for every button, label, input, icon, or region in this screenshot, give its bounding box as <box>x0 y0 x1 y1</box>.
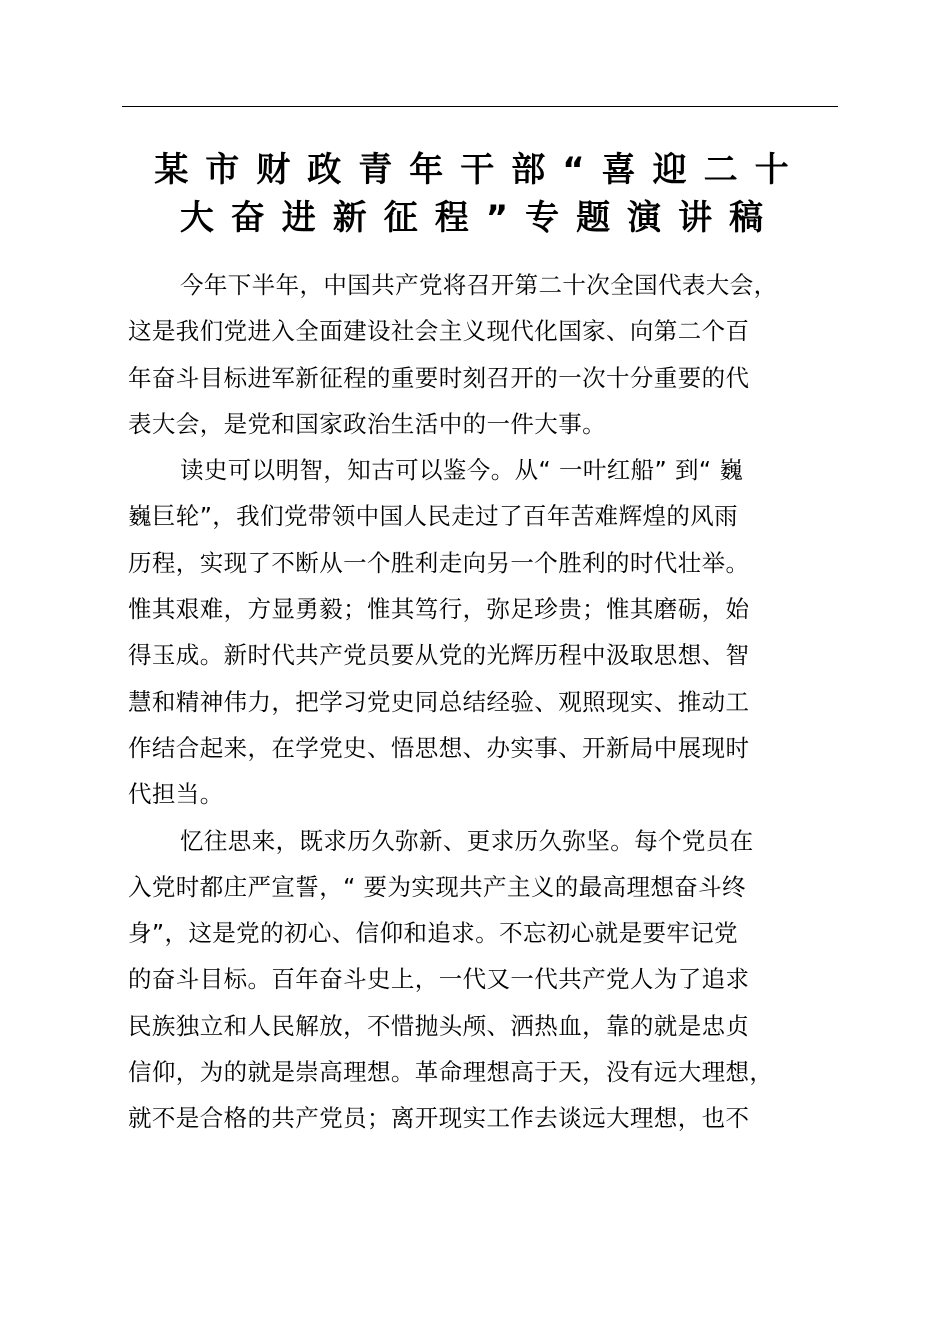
paragraph-line: 慧和精神伟力，把学习党史同总结经验、观照现实、推动工 <box>128 687 750 716</box>
paragraph-line: 身”，这是党的初心、信仰和追求。不忘初心就是要牢记党 <box>128 919 739 948</box>
document-body <box>128 262 868 1142</box>
paragraph-line: 得玉成。新时代共产党员要从党的光辉历程中汲取思想、智 <box>128 641 750 670</box>
paragraph-line: 读史可以明智，知古可以鉴今。从“ 一叶红船” 到“ 巍 <box>180 456 744 485</box>
document-title <box>110 146 850 242</box>
paragraph-line: 的奋斗目标。百年奋斗史上，一代又一代共产党人为了追求 <box>128 965 750 994</box>
paragraph-line: 巍巨轮”，我们党带领中国人民走过了百年苦难辉煌的风雨 <box>128 502 739 531</box>
paragraph-line: 信仰，为的就是崇高理想。革命理想高于天，没有远大理想， <box>128 1058 774 1087</box>
paragraph-line: 这是我们党进入全面建设社会主义现代化国家、向第二个百 <box>128 317 750 346</box>
paragraph-line: 作结合起来，在学党史、悟思想、办实事、开新局中展现时 <box>128 733 750 762</box>
paragraph-line: 忆往思来，既求历久弥新、更求历久弥坚。每个党员在 <box>180 826 754 855</box>
header-rule <box>122 106 838 107</box>
paragraph-line: 年奋斗目标进军新征程的重要时刻召开的一次十分重要的代 <box>128 363 750 392</box>
paragraph-line: 代担当。 <box>128 780 224 809</box>
paragraph-line: 表大会，是党和国家政治生活中的一件大事。 <box>128 409 606 438</box>
paragraph-line: 入党时都庄严宣誓，“ 要为实现共产主义的最高理想奋斗终 <box>128 872 746 901</box>
title-line-2: 大奋进新征程”专题演讲稿 <box>179 198 781 238</box>
paragraph-line: 今年下半年，中国共产党将召开第二十次全国代表大会， <box>180 271 778 299</box>
paragraph-line: 历程，实现了不断从一个胜利走向另一个胜利的时代壮举。 <box>128 548 750 577</box>
paragraph-line: 民族独立和人民解放，不惜抛头颅、洒热血，靠的就是忠贞 <box>128 1011 750 1040</box>
paragraph-3 <box>128 818 868 1142</box>
paragraph-2 <box>128 447 868 817</box>
paragraph-1 <box>128 262 868 447</box>
paragraph-line: 惟其艰难，方显勇毅；惟其笃行，弥足珍贵；惟其磨砺，始 <box>128 595 750 624</box>
paragraph-line: 就不是合格的共产党员；离开现实工作去谈远大理想，也不 <box>128 1104 750 1133</box>
title-line-1: 某市财政青年干部“喜迎二十 <box>154 150 806 190</box>
